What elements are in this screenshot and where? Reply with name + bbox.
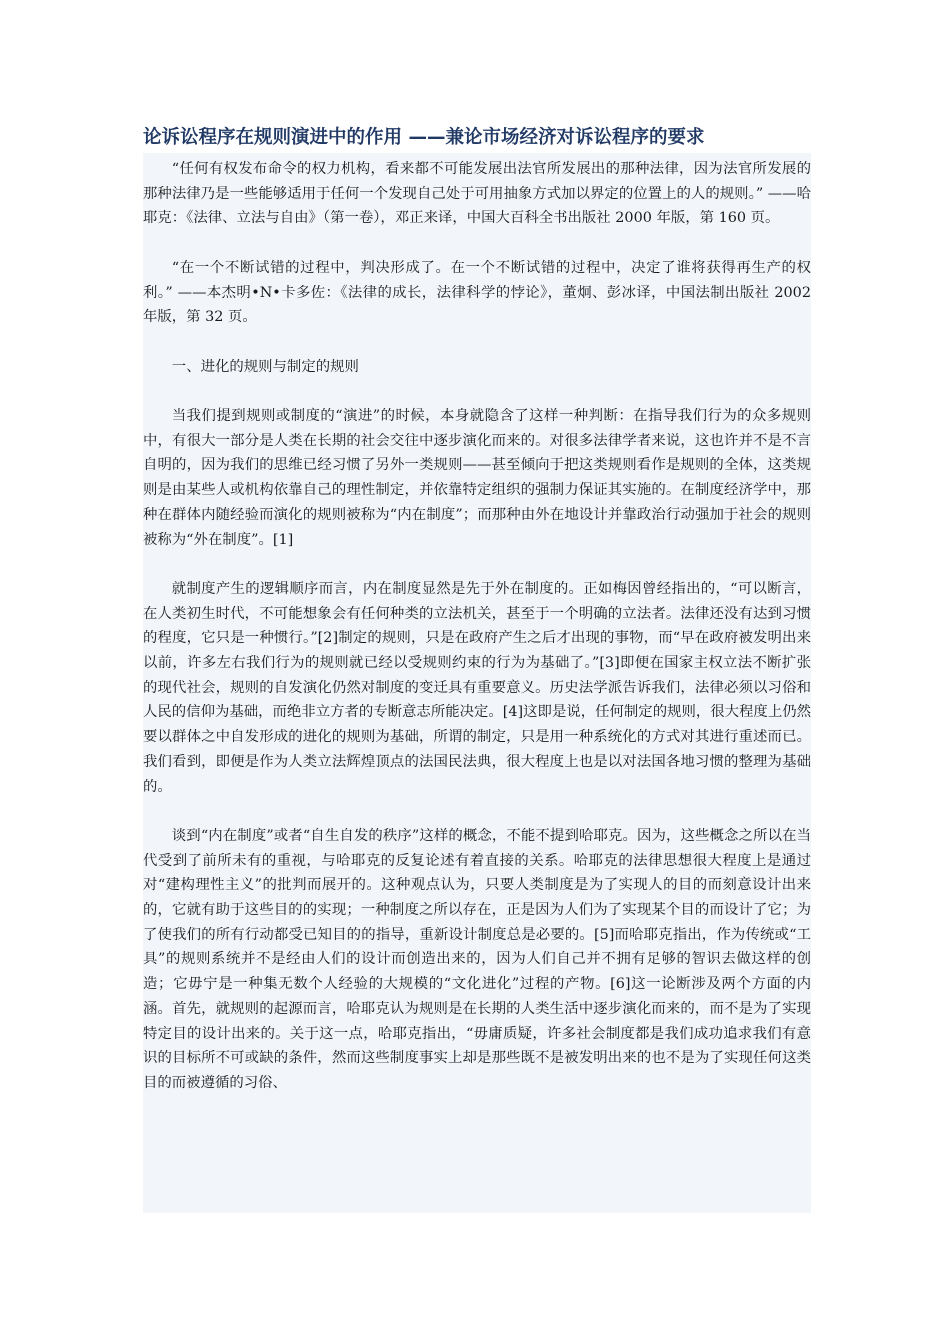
section-heading: 一、进化的规则与制定的规则 [171, 358, 359, 375]
body-paragraph: 谈到“内在制度”或者“自生自发的秩序”这样的概念，不能不提到哈耶克。因为，这些概念之所以在当代受到了前所未有的重视，与哈耶克的反复论述有着直接的关系。哈耶克的法律思想很大程度上是通过对“建构理性主义”的批判而展开的。这种观点认为，只要人类制度是为了实现人的目的而刻意设计出来的，它就有助于这些目的的实现；一种制度之所以存在，正是因为人们为了实现某个目的而设计了它；为了使我们的所有行动都受已知目的的指导，重新设计制度总是必要的。[5]而哈耶克指出，作为传统或“工具”的规则系统并不是经由人们的设计而创造出来的，因为人们自己并不拥有足够的智识去做这样的创造；它毋宁是一种集无数个人经验的大规模的“文化进化”过程的产物。[6]这一论断涉及两个方面的内涵。首先，就规则的起源而言，哈耶克认为规则是在长期的人类生活中逐步演化而来的，而不是为了实现特定目的设计出来的。关于这一点，哈耶克指出，“毋庸质疑，许多社会制度都是我们成功追求我们有意识的目标所不可或缺的条件，然而这些制度事实上却是那些既不是被发明出来的也不是为了实现任何这类目的而被遵循的习俗、 [143, 827, 811, 1091]
body-paragraph: 当我们提到规则或制度的“演进”的时候，本身就隐含了这样一种判断：在指导我们行为的众多规则中，有很大一部分是人类在长期的社会交往中逐步演化而来的。对很多法律学者来说，这也许并不是不言自明的，因为我们的思维已经习惯了另外一类规则——甚至倾向于把这类规则看作是规则的全体，这类规则是由某些人或机构依靠自己的理性制定，并依靠特定组织的强制力保证其实施的。在制度经济学中，那种在群体内随经验而演化的规则被称为“内在制度”；而那种由外在地设计并靠政治行动强加于社会的规则被称为“外在制度”。[1] [143, 407, 811, 548]
epigraph-cardozo: “在一个不断试错的过程中，判决形成了。在一个不断试错的过程中，决定了谁将获得再生产的权利。” ——本杰明•N•卡多佐：《法律的成长，法律科学的悖论》，董炯、彭冰译，中国法制出版社 2002 年版，第 32 页。 [143, 259, 811, 326]
epigraph-hayek: “任何有权发布命令的权力机构，看来都不可能发展出法官所发展出的那种法律，因为法官所发展的那种法律乃是一些能够适用于任何一个发现自己处于可用抽象方式加以界定的位置上的人的规则。” ——哈耶克：《法律、立法与自由》（第一卷），邓正来译，中国大百科全书出版社 2000 年版，第 160 页。 [143, 161, 811, 227]
document-title: 论诉讼程序在规则演进中的作用 ——兼论市场经济对诉讼程序的要求 [143, 127, 705, 148]
document-body [143, 153, 811, 1213]
body-paragraph: 就制度产生的逻辑顺序而言，内在制度显然是先于外在制度的。正如梅因曾经指出的，“可以断言，在人类初生时代，不可能想象会有任何种类的立法机关，甚至于一个明确的立法者。法律还没有达到习惯的程度，它只是一种惯行。”[2]制定的规则，只是在政府产生之后才出现的事物，而“早在政府被发明出来以前，许多左右我们行为的规则就已经以受规则约束的行为为基础了。”[3]即便在国家主权立法不断扩张的现代社会，规则的自发演化仍然对制度的变迁具有重要意义。历史法学派告诉我们，法律必须以习俗和人民的信仰为基础，而绝非立方者的专断意志所能决定。[4]这即是说，任何制定的规则，很大程度上仍然要以群体之中自发形成的进化的规则为基础，所谓的制定，只是用一种系统化的方式对其进行重述而已。我们看到，即便是作为人类立法辉煌顶点的法国民法典，很大程度上也是以对法国各地习惯的整理为基础的。 [143, 580, 811, 795]
